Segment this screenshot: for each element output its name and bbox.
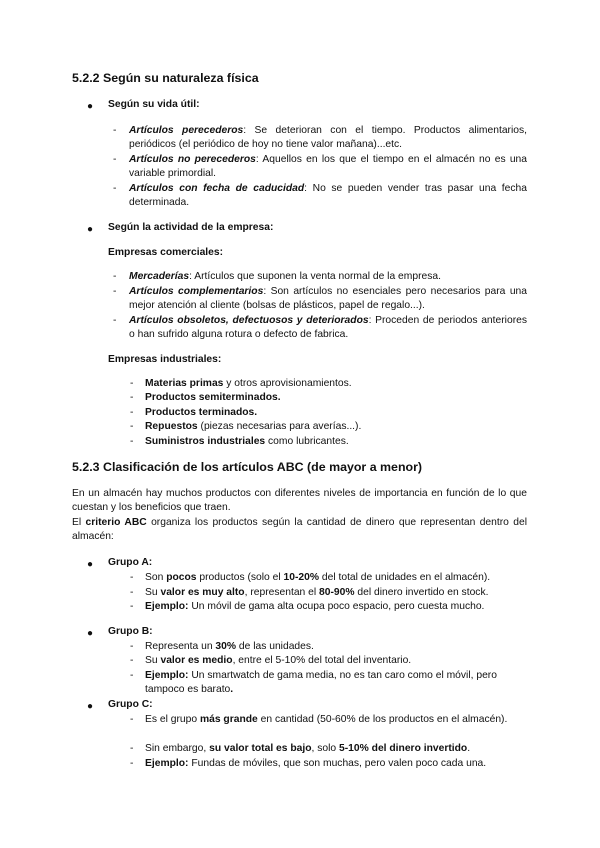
item-repuestos: Repuestos (piezas necesarias para averías...). xyxy=(145,421,362,432)
grupo-b-line-3: Ejemplo: Un smartwatch de gama media, no es tan caro como el móvil, pero tampoco es barato. xyxy=(145,670,497,696)
grupo-a-line-1: Son pocos productos (solo el 10-20% del total de unidades en el almacén). xyxy=(145,572,491,583)
dash-icon: - xyxy=(130,587,134,598)
dash-icon: - xyxy=(113,315,117,326)
dash-icon: - xyxy=(130,714,134,725)
grupo-b-label: Grupo B: xyxy=(108,626,153,637)
grupo-a-line-2: Su valor es muy alto, representan el 80-90% del dinero invertido en stock. xyxy=(145,587,489,598)
dash-icon: - xyxy=(113,271,117,282)
item-materias-primas: Materias primas y otros aprovisionamientos. xyxy=(145,378,352,389)
dash-icon: - xyxy=(130,641,134,652)
item-complementarios: Artículos complementarios: Son artículos no esenciales pero necesarios para una mejor atención al cliente (bolsas de plásticos, papel de regalo...). xyxy=(129,286,527,312)
bullet-icon: ● xyxy=(87,224,94,235)
dash-icon: - xyxy=(113,125,117,136)
grupo-c-line-3: Ejemplo: Fundas de móviles, que son muchas, pero valen poco cada una. xyxy=(145,758,487,769)
bullet-icon: ● xyxy=(87,101,94,112)
section-title-5-2-2: 5.2.2 Según su naturaleza física xyxy=(72,71,259,85)
dash-icon: - xyxy=(130,758,134,769)
item-suministros: Suministros industriales como lubricantes. xyxy=(145,436,349,447)
dash-icon: - xyxy=(130,572,134,583)
bullet-icon: ● xyxy=(87,701,94,712)
vida-util-heading: Según su vida útil: xyxy=(108,99,200,110)
intro-paragraph-2: El criterio ABC organiza los productos según la cantidad de dinero que representan dentro del almacén: xyxy=(72,517,527,543)
item-fecha-caducidad: Artículos con fecha de caducidad: No se pueden vender tras pasar una fecha determinada. xyxy=(129,183,527,209)
grupo-a-label: Grupo A: xyxy=(108,557,153,568)
dash-icon: - xyxy=(113,183,117,194)
dash-icon: - xyxy=(130,601,134,612)
item-obsoletos: Artículos obsoletos, defectuosos y deteriorados: Proceden de periodos anteriores o han sufrido alguna rotura o defecto de fabrica. xyxy=(129,315,527,341)
grupo-b-line-1: Representa un 30% de las unidades. xyxy=(145,641,314,652)
dash-icon: - xyxy=(130,378,134,389)
dash-icon: - xyxy=(130,655,134,666)
grupo-c-line-1: Es el grupo más grande en cantidad (50-60% de los productos en el almacén). xyxy=(145,714,508,725)
grupo-b-line-2: Su valor es medio, entre el 5-10% del total del inventario. xyxy=(145,655,412,666)
comerciales-heading: Empresas comerciales: xyxy=(108,247,224,258)
dash-icon: - xyxy=(130,743,134,754)
dash-icon: - xyxy=(130,436,134,447)
grupo-c-label: Grupo C: xyxy=(108,699,153,710)
item-no-perecederos: Artículos no perecederos: Aquellos en los que el tiempo en el almacén no es una variable primordial. xyxy=(129,154,528,180)
intro-paragraph-1: En un almacén hay muchos productos con diferentes niveles de importancia en función de lo que cuestan y los beneficios que traen. xyxy=(72,488,527,514)
dash-icon: - xyxy=(130,421,134,432)
dash-icon: - xyxy=(130,392,134,403)
dash-icon: - xyxy=(113,154,117,165)
grupo-c-line-2: Sin embargo, su valor total es bajo, solo 5-10% del dinero invertido. xyxy=(145,743,471,754)
section-title-5-2-3: 5.2.3 Clasificación de los artículos ABC (de mayor a menor) xyxy=(72,460,423,474)
industriales-heading: Empresas industriales: xyxy=(108,354,222,365)
item-terminados: Productos terminados. xyxy=(145,407,258,418)
actividad-heading: Según la actividad de la empresa: xyxy=(108,222,274,233)
bullet-icon: ● xyxy=(87,628,94,639)
grupo-a-line-3: Ejemplo: Un móvil de gama alta ocupa poco espacio, pero cuesta mucho. xyxy=(145,601,485,612)
item-semiterminados: Productos semiterminados. xyxy=(145,392,281,403)
bullet-icon: ● xyxy=(87,559,94,570)
dash-icon: - xyxy=(130,407,134,418)
dash-icon: - xyxy=(130,670,134,681)
item-perecederos: Artículos perecederos: Se deterioran con el tiempo. Productos alimentarios, periódicos (el periódico de hoy no tiene valor mañana)...etc. xyxy=(129,125,528,151)
item-mercaderias: Mercaderías: Artículos que suponen la venta normal de la empresa. xyxy=(129,271,441,282)
dash-icon: - xyxy=(113,286,117,297)
